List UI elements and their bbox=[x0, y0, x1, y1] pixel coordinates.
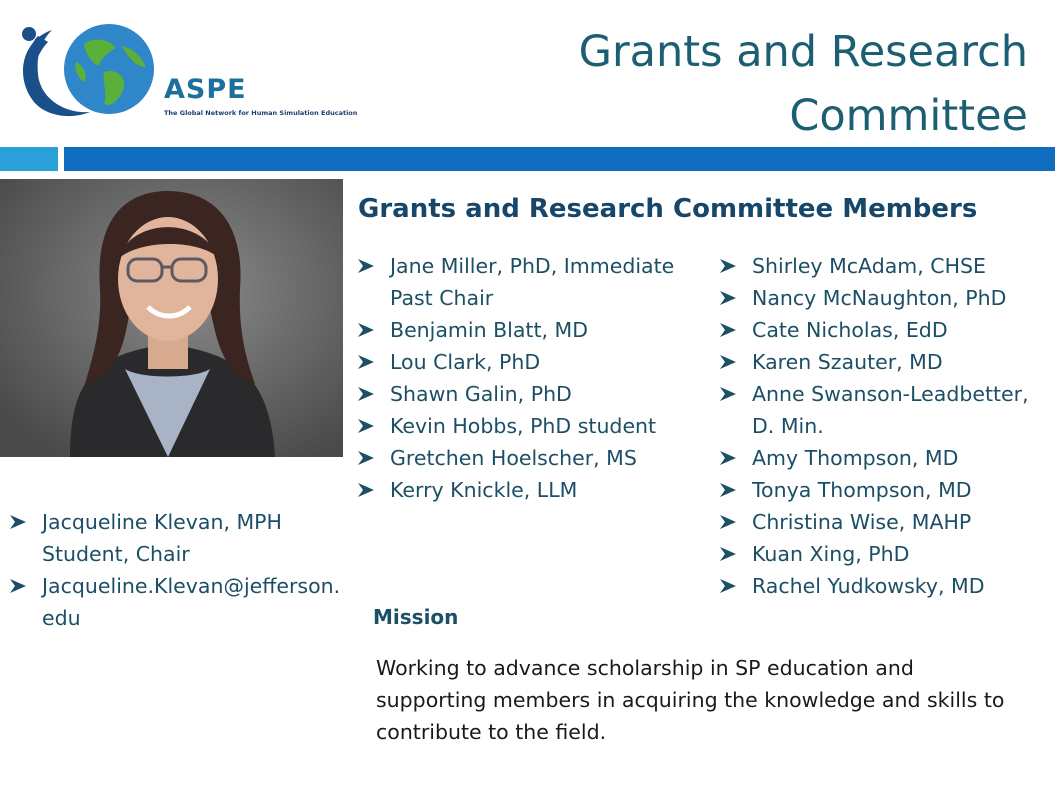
list-item: Nancy McNaughton, PhD bbox=[720, 282, 1050, 314]
list-item: Kerry Knickle, LLM bbox=[358, 474, 708, 506]
arrow-bullet-icon bbox=[10, 515, 26, 529]
members-list-right bbox=[720, 250, 1050, 602]
mission-label: Mission bbox=[373, 605, 459, 629]
list-item: Rachel Yudkowsky, MD bbox=[720, 570, 1050, 602]
title-line-2: Committee bbox=[789, 91, 1028, 141]
list-item: Kuan Xing, PhD bbox=[720, 538, 1050, 570]
chair-email: Jacqueline.Klevan@jefferson.edu bbox=[10, 570, 350, 634]
arrow-bullet-icon bbox=[720, 515, 736, 529]
arrow-bullet-icon bbox=[720, 259, 736, 273]
arrow-bullet-icon bbox=[720, 451, 736, 465]
arrow-bullet-icon bbox=[358, 387, 374, 401]
list-item: Gretchen Hoelscher, MS bbox=[358, 442, 708, 474]
globe-logo-icon bbox=[12, 22, 162, 118]
list-item: Tonya Thompson, MD bbox=[720, 474, 1050, 506]
arrow-bullet-icon bbox=[10, 579, 26, 593]
arrow-bullet-icon bbox=[358, 483, 374, 497]
arrow-bullet-icon bbox=[358, 259, 374, 273]
list-item: Lou Clark, PhD bbox=[358, 346, 708, 378]
arrow-bullet-icon bbox=[720, 579, 736, 593]
accent-bar-large bbox=[64, 147, 1055, 171]
arrow-bullet-icon bbox=[358, 323, 374, 337]
list-item: Amy Thompson, MD bbox=[720, 442, 1050, 474]
accent-bar-small bbox=[0, 147, 58, 171]
mission-text: Working to advance scholarship in SP education and supporting members in acquiring the knowledge and skills to contribute to the field. bbox=[376, 656, 1005, 744]
list-item: Cate Nicholas, EdD bbox=[720, 314, 1050, 346]
arrow-bullet-icon bbox=[358, 419, 374, 433]
aspe-logo bbox=[12, 22, 358, 118]
title-line-1: Grants and Research bbox=[578, 27, 1028, 77]
arrow-bullet-icon bbox=[358, 451, 374, 465]
arrow-bullet-icon bbox=[720, 547, 736, 561]
chair-portrait-photo bbox=[0, 179, 343, 457]
arrow-bullet-icon bbox=[358, 355, 374, 369]
list-item: Jane Miller, PhD, Immediate Past Chair bbox=[358, 250, 708, 314]
arrow-bullet-icon bbox=[720, 483, 736, 497]
logo-name: ASPE bbox=[164, 74, 247, 105]
list-item: Karen Szauter, MD bbox=[720, 346, 1050, 378]
arrow-bullet-icon bbox=[720, 291, 736, 305]
list-item: Shawn Galin, PhD bbox=[358, 378, 708, 410]
members-heading: Grants and Research Committee Members bbox=[358, 194, 978, 224]
arrow-bullet-icon bbox=[720, 387, 736, 401]
list-item: Benjamin Blatt, MD bbox=[358, 314, 708, 346]
arrow-bullet-icon bbox=[720, 355, 736, 369]
list-item: Kevin Hobbs, PhD student bbox=[358, 410, 708, 442]
page-title bbox=[579, 20, 1028, 148]
list-item: Christina Wise, MAHP bbox=[720, 506, 1050, 538]
members-list-left bbox=[358, 250, 708, 506]
chair-name: Jacqueline Klevan, MPH Student, Chair bbox=[10, 506, 350, 570]
list-item: Anne Swanson-Leadbetter, D. Min. bbox=[720, 378, 1050, 442]
list-item: Shirley McAdam, CHSE bbox=[720, 250, 1050, 282]
chair-info-list bbox=[10, 506, 350, 634]
arrow-bullet-icon bbox=[720, 323, 736, 337]
logo-tagline: The Global Network for Human Simulation Education bbox=[164, 109, 358, 117]
